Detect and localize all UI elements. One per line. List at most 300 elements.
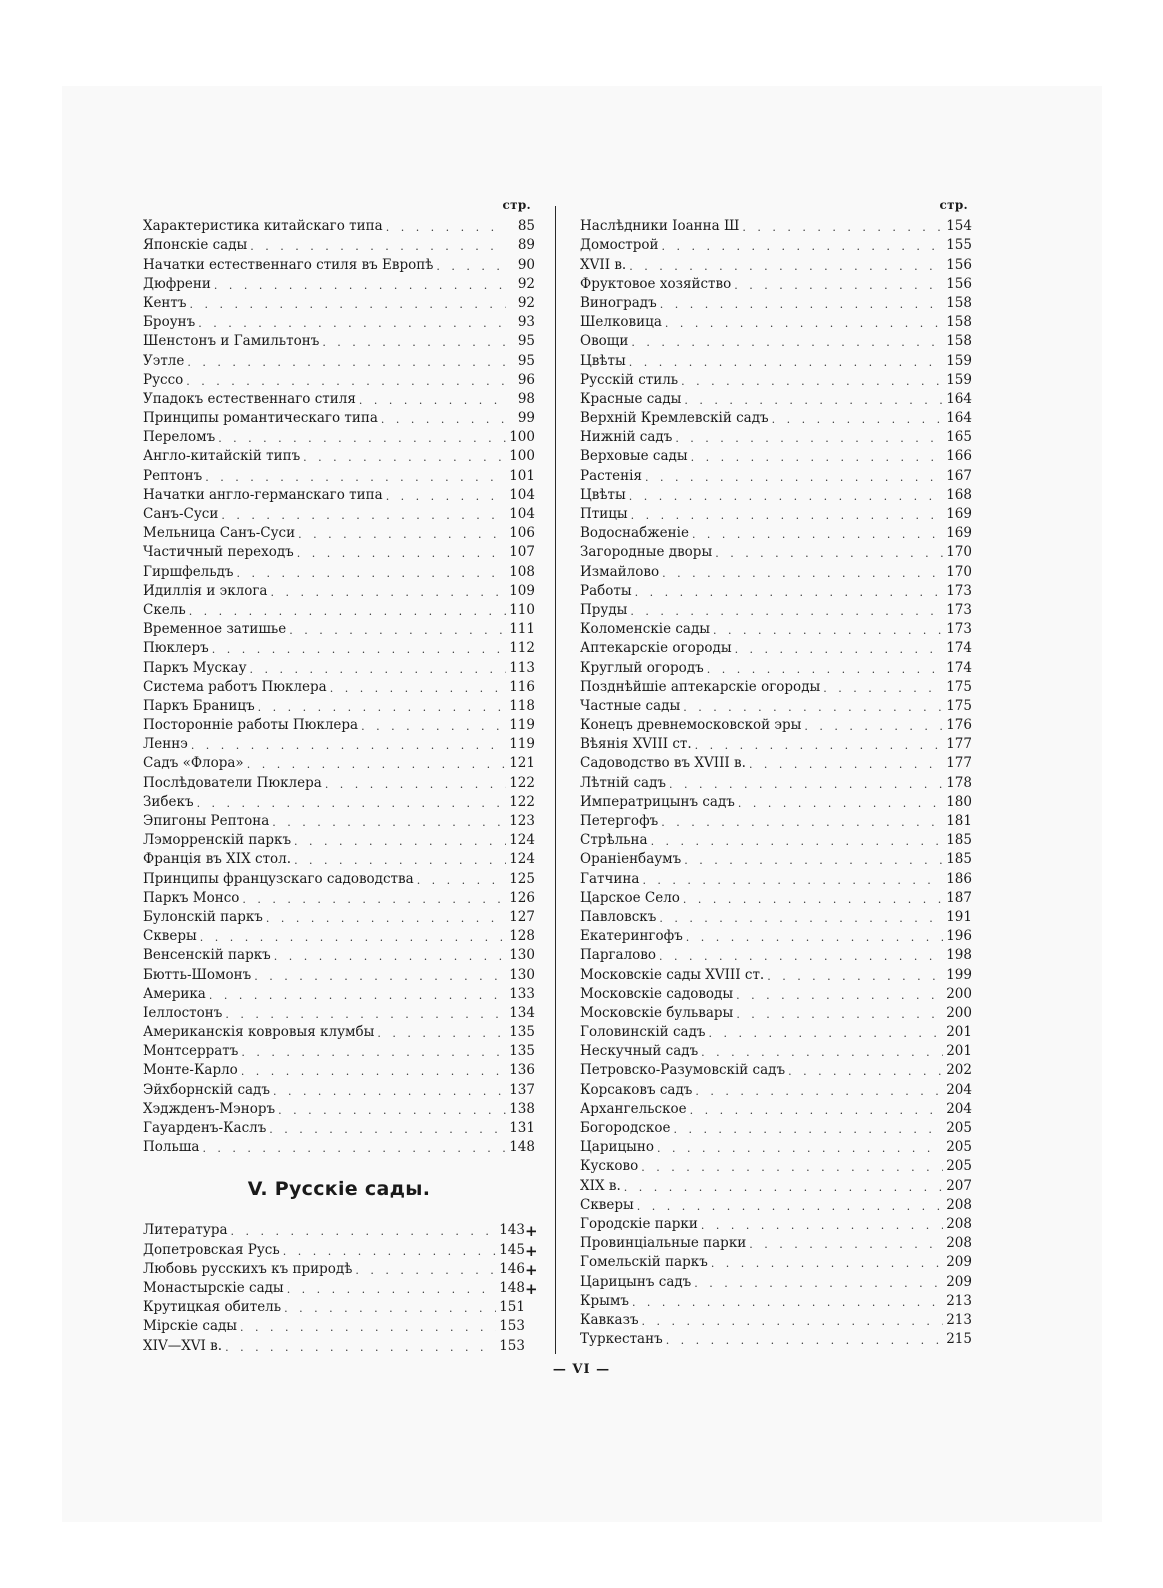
toc-entry-title: Вѣянія XVIII ст. (580, 736, 692, 753)
toc-entry (580, 293, 972, 312)
toc-entry-page: 85 (517, 218, 535, 235)
toc-entry-title: Посторонніе работы Пюклера (143, 717, 359, 734)
dot-leader (694, 1276, 943, 1291)
toc-entry (143, 1259, 538, 1279)
toc-entry (143, 696, 535, 715)
toc-entry-title: Архангельское (580, 1100, 687, 1117)
toc-entry-title: Загородные дворы (580, 544, 713, 561)
toc-entry-page: 167 (946, 467, 972, 484)
toc-entry (580, 446, 972, 465)
toc-entry (143, 1003, 535, 1022)
toc-entry-page: 95 (517, 333, 535, 350)
toc-entry-page: 106 (509, 525, 535, 542)
toc-entry-title: Англо-китайскій типъ (143, 448, 301, 465)
dot-leader (635, 585, 943, 600)
toc-entry (143, 945, 535, 964)
dot-leader (734, 278, 943, 293)
toc-section-list (143, 1220, 538, 1354)
toc-entry-page: 169 (946, 506, 972, 522)
toc-entry-title: Литература (143, 1222, 228, 1239)
toc-entry-page: 191 (946, 908, 972, 925)
toc-entry (580, 657, 972, 676)
toc-entry-title: Паркъ Монсо (143, 889, 240, 906)
toc-entry-title: Ораніенбаумъ (580, 851, 682, 868)
toc-entry (143, 216, 535, 235)
toc-entry-title: Московскіе бульвары (580, 1004, 734, 1021)
toc-entry-page: 151 (499, 1299, 525, 1316)
toc-entry (580, 888, 972, 907)
dot-leader (191, 738, 506, 753)
dot-leader (631, 508, 943, 523)
toc-entry (143, 926, 535, 945)
toc-entry-page: 89 (517, 237, 535, 254)
dot-leader (287, 1282, 496, 1297)
dot-leader (322, 335, 506, 350)
toc-entry-page: 208 (946, 1235, 972, 1252)
toc-entry (143, 370, 535, 389)
dot-leader (681, 374, 943, 389)
toc-entry (580, 1079, 972, 1098)
toc-entry (143, 465, 535, 484)
dot-leader (715, 546, 943, 561)
toc-entry-page: 158 (946, 294, 972, 311)
dot-leader (749, 757, 943, 772)
toc-entry (143, 619, 535, 638)
toc-entry-title: Лэморренскій паркъ (143, 832, 292, 849)
toc-entry-title: Начатки англо-германскаго типа (143, 486, 383, 503)
toc-entry (143, 772, 535, 791)
toc-entry (580, 868, 972, 887)
handwritten-mark: + (525, 1260, 538, 1279)
toc-entry-page: 116 (509, 678, 535, 695)
toc-entry-title: Эйхборнскій садъ (143, 1081, 270, 1098)
toc-entry-page: 205 (946, 1139, 972, 1156)
toc-entry-page: 205 (946, 1158, 972, 1175)
toc-entry-page: 112 (509, 640, 535, 657)
dot-leader (231, 1224, 496, 1239)
dot-leader (772, 412, 943, 427)
toc-entry-title: Переломъ (143, 429, 216, 446)
dot-leader (240, 1320, 496, 1335)
toc-entry-page: 201 (946, 1043, 972, 1060)
toc-entry-page: 121 (509, 755, 535, 772)
toc-entry (580, 638, 972, 657)
toc-entry-title: Характеристика китайскаго типа (143, 218, 383, 235)
toc-entry-page: 168 (946, 486, 972, 503)
toc-entry-page: 207 (946, 1177, 972, 1194)
dot-leader (381, 412, 506, 427)
toc-entry (580, 465, 972, 484)
toc-entry-page: 133 (509, 985, 535, 1002)
toc-entry-page: 169 (946, 525, 972, 542)
dot-leader (711, 1256, 943, 1271)
section-title: V. Русскіе сады. (247, 1178, 431, 1201)
toc-entry (580, 1175, 972, 1194)
toc-entry (143, 389, 535, 408)
toc-entry-title: Франція въ XIX стол. (143, 851, 292, 868)
toc-entry (580, 849, 972, 868)
dot-leader (736, 988, 943, 1003)
toc-entry-title: Екатерингофъ (580, 928, 683, 945)
dot-leader (417, 873, 506, 888)
toc-entry-title: Царицынъ садъ (580, 1273, 692, 1290)
toc-entry (580, 254, 972, 273)
dot-leader (788, 1064, 943, 1079)
toc-entry (143, 427, 535, 446)
toc-entry-page: 145 (499, 1241, 525, 1258)
toc-entry (143, 1297, 535, 1316)
toc-entry-page: 109 (509, 582, 535, 599)
toc-entry (143, 254, 535, 273)
toc-entry-page: 148 (499, 1279, 525, 1296)
toc-entry (143, 811, 535, 830)
toc-entry (143, 293, 535, 312)
dot-leader (297, 546, 506, 561)
dot-leader (735, 642, 943, 657)
dot-leader (200, 930, 506, 945)
dot-leader (651, 834, 943, 849)
toc-entry-title: Броунъ (143, 314, 196, 331)
toc-entry-page: 155 (946, 237, 972, 254)
dot-leader (683, 700, 943, 715)
toc-entry (143, 408, 535, 427)
toc-entry (580, 542, 972, 561)
toc-entry (580, 1022, 972, 1041)
toc-entry-title: Птицы (580, 506, 628, 522)
toc-entry-title: XIX в. (580, 1177, 621, 1194)
toc-entry-page: 108 (509, 563, 535, 580)
toc-entry-title: Цвѣты (580, 352, 626, 369)
toc-entry (580, 312, 972, 331)
toc-entry (580, 427, 972, 446)
toc-entry (143, 1220, 538, 1241)
toc-entry-title: Идиллія и эклога (143, 582, 268, 599)
toc-entry-title: XIV—XVI в. (143, 1337, 223, 1354)
toc-entry-page: 177 (946, 755, 972, 772)
toc-entry (580, 485, 972, 504)
dot-leader (269, 1122, 506, 1137)
toc-entry-page: 173 (946, 621, 972, 638)
toc-entry-page: 122 (509, 774, 535, 791)
toc-entry-page: 124 (509, 851, 535, 868)
dot-leader (278, 1103, 506, 1118)
toc-entry (143, 1099, 535, 1118)
dot-leader (701, 1045, 943, 1060)
toc-entry (580, 696, 972, 715)
dot-leader (189, 604, 506, 619)
toc-entry-page: 196 (946, 928, 972, 945)
toc-entry (143, 888, 535, 907)
toc-entry-title: Стрѣльна (580, 832, 648, 849)
toc-entry (143, 638, 535, 657)
toc-entry-page: 204 (946, 1081, 972, 1098)
dot-leader (436, 259, 506, 274)
toc-entry-title: Наслѣдники Іоанна Ш (580, 218, 740, 235)
toc-entry-title: Эпигоны Рептона (143, 813, 270, 829)
toc-entry-title: Руссо (143, 371, 184, 388)
toc-entry (143, 868, 535, 887)
toc-entry-page: 93 (517, 314, 535, 331)
toc-entry (143, 849, 535, 868)
toc-entry-page: 127 (509, 908, 535, 925)
dot-leader (657, 1141, 943, 1156)
toc-entry-title: Начатки естественнаго стиля въ Европѣ (143, 256, 434, 273)
dot-leader (661, 815, 943, 830)
dot-leader (695, 1084, 943, 1099)
toc-entry-page: 126 (509, 889, 535, 906)
toc-entry-title: Хэджденъ-Мэноръ (143, 1100, 276, 1117)
toc-entry (580, 1118, 972, 1137)
toc-entry-page: 208 (946, 1215, 972, 1232)
toc-entry-page: 178 (946, 774, 972, 791)
toc-entry-page: 123 (509, 813, 535, 829)
dot-leader (669, 777, 943, 792)
dot-leader (823, 681, 943, 696)
toc-entry-title: Паргалово (580, 947, 657, 964)
dot-leader (683, 892, 943, 907)
toc-entry (580, 235, 972, 254)
toc-entry-title: Скель (143, 601, 186, 618)
dot-leader (289, 623, 506, 638)
toc-entry (143, 1118, 535, 1137)
toc-entry-title: Польша (143, 1139, 200, 1156)
toc-entry-title: Послѣдователи Пюклера (143, 774, 322, 791)
toc-entry-page: 135 (509, 1043, 535, 1060)
toc-right-list (580, 216, 972, 1348)
toc-entry-title: Гатчина (580, 870, 640, 887)
toc-entry-title: Мельница Санъ-Суси (143, 525, 296, 542)
toc-entry-page: 134 (509, 1004, 535, 1021)
toc-entry-title: Верхній Кремлевскій садъ (580, 410, 769, 427)
toc-entry (580, 619, 972, 638)
dot-leader (221, 508, 506, 523)
toc-entry-page: 174 (946, 640, 972, 657)
toc-entry-page: 113 (509, 659, 535, 676)
toc-entry-title: Мірскіе сады (143, 1318, 238, 1335)
toc-entry-title: Любовь русскихъ къ природѣ (143, 1260, 353, 1277)
toc-entry (143, 830, 535, 849)
toc-entry-page: 146 (499, 1260, 525, 1277)
toc-entry (143, 964, 535, 983)
toc-entry (143, 753, 535, 772)
toc-entry-page: 213 (946, 1311, 972, 1328)
toc-entry-page: 185 (946, 851, 972, 868)
toc-entry (580, 1310, 972, 1329)
toc-entry (580, 370, 972, 389)
toc-entry (580, 561, 972, 580)
dot-leader (247, 757, 506, 772)
toc-entry (143, 1137, 535, 1156)
toc-entry-title: Санъ-Суси (143, 506, 219, 522)
toc-entry-title: Позднѣйшіе аптекарскіе огороды (580, 678, 821, 695)
toc-entry-title: Крутицкая обитель (143, 1299, 282, 1316)
toc-entry-page: 104 (509, 506, 535, 522)
toc-entry-page: 130 (509, 947, 535, 964)
dot-leader (359, 393, 506, 408)
dot-leader (241, 1064, 506, 1079)
toc-entry (580, 1003, 972, 1022)
toc-entry-page: 164 (946, 390, 972, 407)
toc-entry-title: Конецъ древнемосковской эры (580, 717, 802, 734)
toc-entry-title: Павловскъ (580, 908, 657, 925)
toc-entry (143, 446, 535, 465)
dot-leader (675, 431, 943, 446)
toc-entry-title: Кусково (580, 1158, 639, 1175)
toc-entry-title: Русскій стиль (580, 371, 679, 388)
toc-entry-page: 125 (509, 870, 535, 887)
toc-entry-title: Коломенскіе сады (580, 621, 711, 638)
dot-leader (642, 1314, 943, 1329)
toc-entry (580, 907, 972, 926)
toc-entry-title: Шелковица (580, 314, 662, 331)
toc-entry-title: Бютть-Шомонъ (143, 966, 252, 983)
toc-entry-page: 156 (946, 256, 972, 273)
dot-leader (749, 1237, 943, 1252)
dot-leader (624, 1180, 943, 1195)
dot-leader (266, 911, 506, 926)
toc-entry (580, 792, 972, 811)
toc-entry-page: 119 (509, 736, 535, 753)
toc-entry-page: 185 (946, 832, 972, 849)
toc-entry-title: Императрицынъ садъ (580, 793, 735, 810)
toc-entry (580, 772, 972, 791)
dot-leader (294, 853, 506, 868)
toc-entry (580, 964, 972, 983)
toc-entry-title: Частные сады (580, 697, 681, 714)
toc-entry-page: 213 (946, 1292, 972, 1309)
toc-entry-page: 138 (509, 1100, 535, 1117)
toc-entry (580, 715, 972, 734)
dot-leader (673, 1122, 943, 1137)
toc-entry-page: 92 (517, 275, 535, 292)
toc-entry-page: 131 (509, 1120, 535, 1136)
toc-left-column (143, 198, 538, 1355)
toc-entry-page: 200 (946, 985, 972, 1002)
toc-entry (143, 715, 535, 734)
toc-entry (143, 581, 535, 600)
dot-leader (684, 853, 943, 868)
toc-entry-title: Японскіе сады (143, 237, 248, 254)
toc-entry-page: 153 (499, 1318, 525, 1335)
toc-entry (580, 1271, 972, 1290)
dot-leader (662, 566, 943, 581)
dot-leader (186, 374, 506, 389)
toc-entry-title: Паркъ Мускау (143, 659, 247, 676)
toc-entry-page: 101 (509, 467, 535, 484)
toc-entry-title: Гомельскій паркъ (580, 1254, 708, 1271)
toc-entry-page: 159 (946, 352, 972, 369)
toc-entry (580, 389, 972, 408)
dot-leader (197, 796, 506, 811)
toc-entry-title: Допетровская Русь (143, 1241, 280, 1258)
dot-leader (284, 1301, 496, 1316)
toc-right-column (580, 198, 972, 1348)
dot-leader (707, 662, 943, 677)
toc-entry-title: Пюклеръ (143, 640, 209, 657)
dot-leader (736, 1007, 943, 1022)
toc-entry-page: 198 (946, 947, 972, 964)
toc-entry-title: Скверы (143, 928, 197, 945)
toc-entry (580, 1137, 972, 1156)
toc-entry-page: 111 (509, 621, 535, 638)
toc-entry (143, 1060, 535, 1079)
toc-entry-title: Корсаковъ садъ (580, 1081, 693, 1098)
dot-leader (212, 642, 506, 657)
dot-leader (630, 604, 943, 619)
dot-leader (330, 681, 506, 696)
toc-entry-title: Кавказъ (580, 1311, 639, 1328)
toc-entry-page: 136 (509, 1062, 535, 1079)
dot-leader (660, 297, 943, 312)
toc-entry-title: Провинціальные парки (580, 1235, 747, 1252)
dot-leader (254, 969, 506, 984)
toc-entry (580, 945, 972, 964)
toc-entry (580, 1233, 972, 1252)
toc-entry-title: Нескучный садъ (580, 1043, 699, 1060)
toc-entry (580, 811, 972, 830)
toc-entry-title: Царское Село (580, 889, 680, 906)
toc-entry-page: 128 (509, 928, 535, 945)
column-divider (555, 206, 556, 1354)
toc-entry-title: XVII в. (580, 256, 627, 273)
toc-entry-title: Московскіе садоводы (580, 985, 734, 1002)
toc-entry-title: Растенія (580, 467, 642, 484)
toc-entry-title: Дюфрени (143, 275, 211, 292)
toc-entry-page: 99 (517, 410, 535, 427)
toc-entry (580, 600, 972, 619)
toc-entry-page: 176 (946, 717, 972, 734)
dot-leader (738, 796, 943, 811)
toc-entry-page: 96 (517, 371, 535, 388)
toc-entry-title: Уэтле (143, 352, 185, 369)
page-column-header: стр. (502, 198, 531, 212)
toc-entry (143, 600, 535, 619)
toc-entry (143, 1316, 535, 1335)
toc-entry-page: 135 (509, 1024, 535, 1041)
toc-entry-page: 156 (946, 275, 972, 292)
dot-leader (629, 355, 943, 370)
toc-entry-page: 173 (946, 601, 972, 618)
toc-entry (143, 504, 535, 523)
dot-leader (225, 1340, 496, 1355)
dot-leader (641, 1160, 943, 1175)
toc-entry-title: Петровско-Разумовскій садъ (580, 1062, 786, 1079)
toc-entry-page: 204 (946, 1100, 972, 1117)
toc-entry-page: 100 (509, 429, 535, 446)
toc-entry-title: Царицыно (580, 1139, 655, 1156)
handwritten-mark: + (525, 1222, 538, 1241)
dot-leader (742, 220, 943, 235)
dot-leader (629, 489, 943, 504)
dot-leader (190, 297, 507, 312)
dot-leader (241, 1045, 506, 1060)
toc-entry-page: 143 (499, 1222, 525, 1239)
toc-entry (143, 1239, 538, 1260)
toc-entry-title: Богородское (580, 1120, 671, 1136)
toc-entry-title: Монте-Карло (143, 1062, 238, 1079)
dot-leader (701, 1218, 943, 1233)
toc-entry-title: Лѣтній садъ (580, 774, 666, 791)
toc-entry (580, 1041, 972, 1060)
toc-entry (580, 1060, 972, 1079)
toc-entry-page: 187 (946, 889, 972, 906)
dot-leader (237, 566, 506, 581)
toc-entry-page: 215 (946, 1331, 972, 1348)
dot-leader (225, 1007, 506, 1022)
page-column-header: стр. (939, 198, 968, 212)
toc-entry-page: 104 (509, 486, 535, 503)
toc-entry-page: 98 (517, 390, 535, 407)
